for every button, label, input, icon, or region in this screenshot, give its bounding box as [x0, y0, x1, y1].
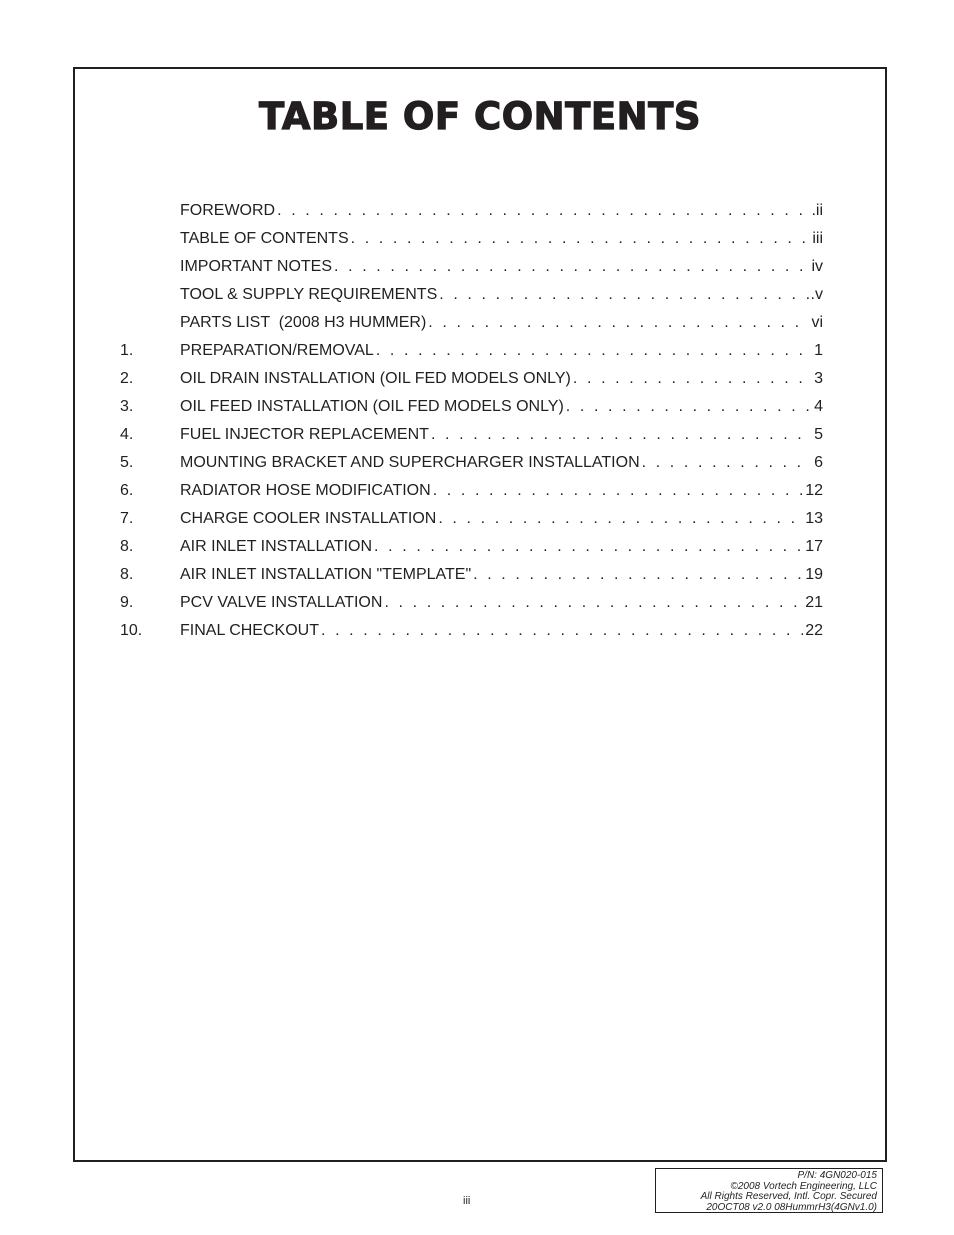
toc-leader-dots: [374, 533, 803, 561]
toc-entry[interactable]: [120, 477, 823, 505]
toc-entry-label: AIR INLET INSTALLATION: [180, 538, 373, 555]
toc-entry-label: PCV VALVE INSTALLATION: [180, 594, 383, 611]
toc-entry-label: AIR INLET INSTALLATION "TEMPLATE": [180, 566, 472, 583]
toc-entry-number: 2.: [120, 370, 134, 387]
toc-leader-dots: [438, 505, 803, 533]
toc-entry-number: 8.: [120, 566, 134, 583]
toc-entry-page: .ii: [811, 202, 823, 219]
toc-entry-page: iv: [811, 258, 823, 275]
toc-entry[interactable]: [120, 365, 823, 393]
toc-entry-page: .v: [810, 286, 823, 303]
toc-leader-dots: [433, 477, 804, 505]
page-frame: [73, 67, 887, 1162]
toc-leader-dots: [431, 421, 812, 449]
toc-entry-label: FOREWORD: [180, 202, 276, 219]
toc-entry-page: 6: [814, 454, 823, 471]
toc-entry-page: 1: [814, 342, 823, 359]
toc-entry-label: TOOL & SUPPLY REQUIREMENTS: [180, 286, 438, 303]
toc-entry-number: 6.: [120, 482, 134, 499]
toc-entry-page: 17: [805, 538, 823, 555]
toc-leader-dots: [376, 337, 812, 365]
toc-entry[interactable]: [120, 197, 823, 225]
toc-entry-number: 3.: [120, 398, 134, 415]
toc-entry-number: 10.: [120, 622, 143, 639]
toc-entry-label: IMPORTANT NOTES: [180, 258, 333, 275]
toc-entry-label: FINAL CHECKOUT: [180, 622, 319, 639]
toc-entry[interactable]: [120, 533, 823, 561]
toc-entry-number: 9.: [120, 594, 134, 611]
toc-entry-number: 1.: [120, 342, 134, 359]
toc-entry-number: 5.: [120, 454, 134, 471]
toc-entry-page: vi: [811, 314, 823, 331]
copyright-notice: ©2008 Vortech Engineering, LLC: [730, 1180, 877, 1192]
toc-entry-label: TABLE OF CONTENTS: [180, 230, 349, 247]
toc-entry[interactable]: [120, 337, 823, 365]
toc-entry-page: 12: [805, 482, 823, 499]
toc-entry-page: 5: [814, 426, 823, 443]
toc-entry[interactable]: [120, 281, 823, 309]
toc-entry[interactable]: [120, 617, 823, 645]
toc-leader-dots: [351, 225, 811, 253]
toc-leader-dots: [642, 449, 812, 477]
toc-entry-number: 4.: [120, 426, 134, 443]
toc-entry-label: OIL DRAIN INSTALLATION (OIL FED MODELS ONLY): [180, 370, 571, 387]
toc-leader-dots: [428, 309, 809, 337]
toc-entry[interactable]: [120, 421, 823, 449]
toc-entry-page: 22: [805, 622, 823, 639]
toc-entry-page: 3: [814, 370, 823, 387]
toc-leader-dots: [277, 197, 809, 225]
toc-entry-label: RADIATOR HOSE MODIFICATION: [180, 482, 431, 499]
document-info-box: [655, 1168, 883, 1213]
toc-leader-dots: [473, 561, 803, 589]
toc-entry-label: CHARGE COOLER INSTALLATION: [180, 510, 437, 527]
toc-entry-page: 4: [814, 398, 823, 415]
toc-entry[interactable]: [120, 253, 823, 281]
toc-entry[interactable]: [120, 449, 823, 477]
toc-leader-dots: [439, 281, 808, 309]
toc-leader-dots: [573, 365, 812, 393]
toc-leader-dots: [334, 253, 809, 281]
rights-notice: All Rights Reserved, Intl. Copr. Secured: [700, 1191, 877, 1202]
toc-entry-number: 7.: [120, 510, 134, 527]
toc-leader-dots: [321, 617, 803, 645]
toc-entry-label: FUEL INJECTOR REPLACEMENT: [180, 426, 429, 443]
toc-entry-label: PREPARATION/REMOVAL: [180, 342, 374, 359]
toc-entry-label: OIL FEED INSTALLATION (OIL FED MODELS ONLY): [180, 398, 564, 415]
toc-entry[interactable]: [120, 225, 823, 253]
toc-entry-page: iii: [812, 230, 823, 247]
toc-leader-dots: [566, 393, 812, 421]
toc-entry[interactable]: [120, 393, 823, 421]
toc-entry-page: 13: [805, 510, 823, 527]
part-number: P/N: 4GN020-015: [797, 1170, 877, 1181]
toc-entry-page: 19: [805, 566, 823, 583]
page-title: TABLE OF CONTENTS: [259, 95, 701, 138]
toc-entry-label: PARTS LIST (2008 H3 HUMMER): [180, 314, 427, 331]
toc-entry[interactable]: [120, 309, 823, 337]
toc-entry-label: MOUNTING BRACKET AND SUPERCHARGER INSTALLATION: [180, 454, 640, 471]
page-number: iii: [463, 1195, 471, 1207]
version-info: 20OCT08 v2.0 08HummrH3(4GNv1.0): [706, 1201, 877, 1213]
toc-entry[interactable]: [120, 589, 823, 617]
toc-list: [120, 197, 823, 645]
toc-leader-dots: [384, 589, 803, 617]
toc-entry-page: 21: [805, 594, 823, 611]
toc-entry[interactable]: [120, 505, 823, 533]
toc-entry-number: 8.: [120, 538, 134, 555]
toc-entry[interactable]: [120, 561, 823, 589]
